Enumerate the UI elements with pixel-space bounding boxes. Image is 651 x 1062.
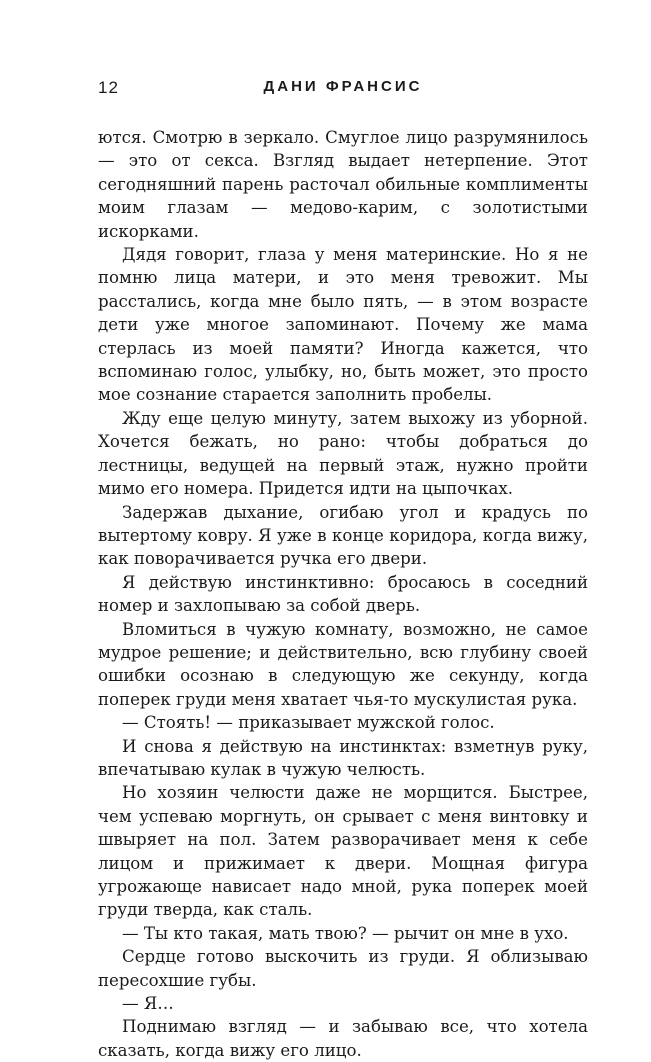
body-text bbox=[98, 126, 588, 1062]
paragraph: — Стоять! — приказывает мужской голос. bbox=[122, 713, 495, 733]
page-number: 12 bbox=[98, 78, 119, 97]
paragraph: — Ты кто такая, мать твою? — рычит он мне в ухо. bbox=[122, 923, 569, 943]
paragraph: Но хозяин челюсти даже не морщится. Быстрее, чем успеваю моргнуть, он срывает с меня винтовку и швыряет на пол. Затем разворачивает меня к себе лицом и прижимает к двери. Мощная фигура угрожающе нависает надо мной, рука поперек моей груди тверда, как сталь. bbox=[98, 783, 588, 920]
paragraph: Сердце готово выскочить из груди. Я облизываю пересохшие губы. bbox=[98, 947, 588, 990]
paragraph: Я действую инстинктивно: бросаюсь в соседний номер и захлопываю за собой дверь. bbox=[98, 572, 588, 616]
paragraph: Поднимаю взгляд — и забываю все, что хотела сказать, когда вижу его лицо. bbox=[98, 1017, 588, 1060]
paragraph: Жду еще целую минуту, затем выхожу из уборной. Хочется бежать, но рано: чтобы добраться до лестницы, ведущей на первый этаж, нужно пройти мимо его номера. Придется идти на цыпочках. bbox=[98, 408, 588, 499]
paragraph: Дядя говорит, глаза у меня материнские. Но я не помню лица матери, и это меня тревожит. Мы расстались, когда мне было пять, — в этом возрасте дети уже многое запоминают. Почему же мама стерлась из моей памяти? Иногда кажется, что вспоминаю голос, улыбку, но, быть может, это просто мое сознание старается заполнить пробелы. bbox=[98, 245, 588, 405]
page-header bbox=[98, 78, 588, 100]
paragraph: Задержав дыхание, огибаю угол и крадусь по вытертому ковру. Я уже в конце коридора, когда вижу, как поворачивается ручка его двери. bbox=[98, 502, 588, 569]
running-title: ДАНИ ФРАНСИС bbox=[263, 78, 423, 95]
paragraph: ются. Смотрю в зеркало. Смуглое лицо разрумянилось — это от секса. Взгляд выдает нетерпение. Этот сегодняшний парень расточал обильные комплименты моим глазам — медово-карим, с золотистыми искорками. bbox=[98, 128, 588, 241]
paragraph: — Я… bbox=[122, 994, 174, 1014]
paragraph: Вломиться в чужую комнату, возможно, не самое мудрое решение; и действительно, всю глубину своей ошибки осознаю в следующую же секунду, когда поперек груди меня хватает чья-то мускулистая рука. bbox=[98, 619, 588, 709]
paragraph: И снова я действую на инстинктах: взметнув руку, впечатываю кулак в чужую челюсть. bbox=[98, 736, 588, 779]
